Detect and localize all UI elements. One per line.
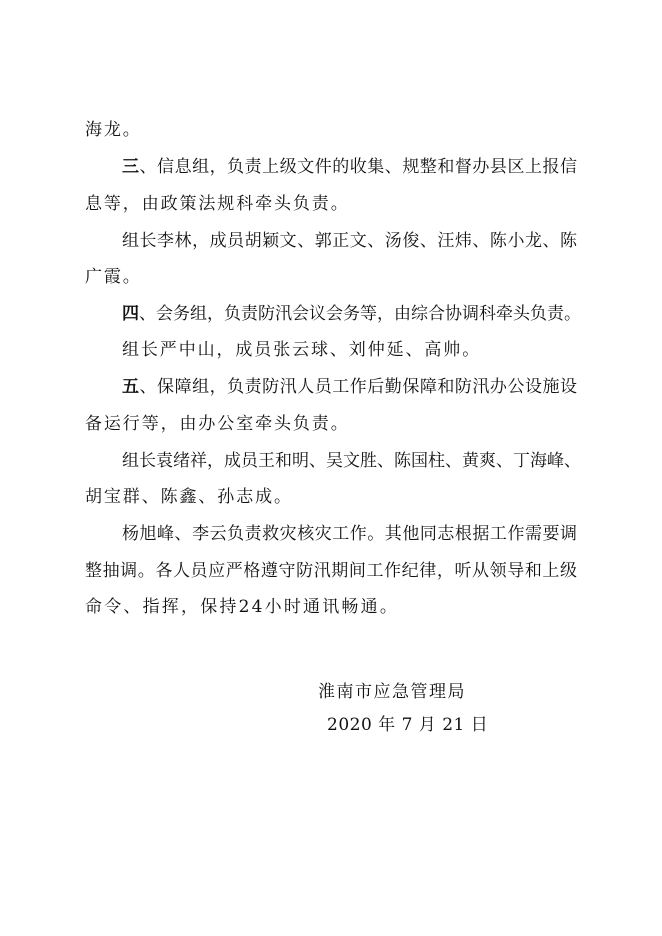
text-span: 、会务组，负责防汛会议会务等，由综合协调科牵头负责。	[139, 304, 581, 324]
text-line: 组长李林，成员胡颖文、郭正文、汤俊、汪炜、陈小龙、陈	[122, 231, 577, 251]
text-line: 整抽调。各人员应严格遵守防汛期间工作纪律，听从领导和上级	[85, 561, 577, 581]
section-3-line	[85, 156, 577, 178]
text-line: 息等，由政策法规科牵头负责。	[85, 194, 350, 214]
section-4-line	[85, 303, 581, 325]
text-span: 、保障组，负责防汛人员工作后勤保障和防汛办公设施设	[139, 377, 578, 397]
text-line: 广霞。	[85, 267, 142, 287]
section-number: 四	[122, 304, 139, 324]
signature-date: 2020 年 7 月 21 日	[327, 715, 489, 735]
text-line: 组长严中山，成员张云球、刘仲延、高帅。	[122, 340, 482, 360]
text-line: 海龙。	[85, 120, 142, 140]
signature-organization: 淮南市应急管理局	[318, 682, 466, 702]
section-5-line	[85, 376, 577, 398]
text-line: 命令、指挥，保持24小时通讯畅通。	[85, 597, 400, 617]
text-line: 备运行等，由办公室牵头负责。	[85, 414, 350, 434]
text-line: 杨旭峰、李云负责救灾核灾工作。其他同志根据工作需要调	[122, 524, 577, 544]
section-number: 三	[122, 157, 140, 177]
text-line: 组长袁绪祥，成员王和明、吴文胜、陈国柱、黄爽、丁海峰、	[122, 451, 581, 471]
section-number: 五	[122, 377, 140, 397]
text-span: 、信息组，负责上级文件的收集、规整和督办县区上报信	[139, 157, 578, 177]
text-line: 胡宝群、陈鑫、孙志成。	[85, 487, 293, 507]
